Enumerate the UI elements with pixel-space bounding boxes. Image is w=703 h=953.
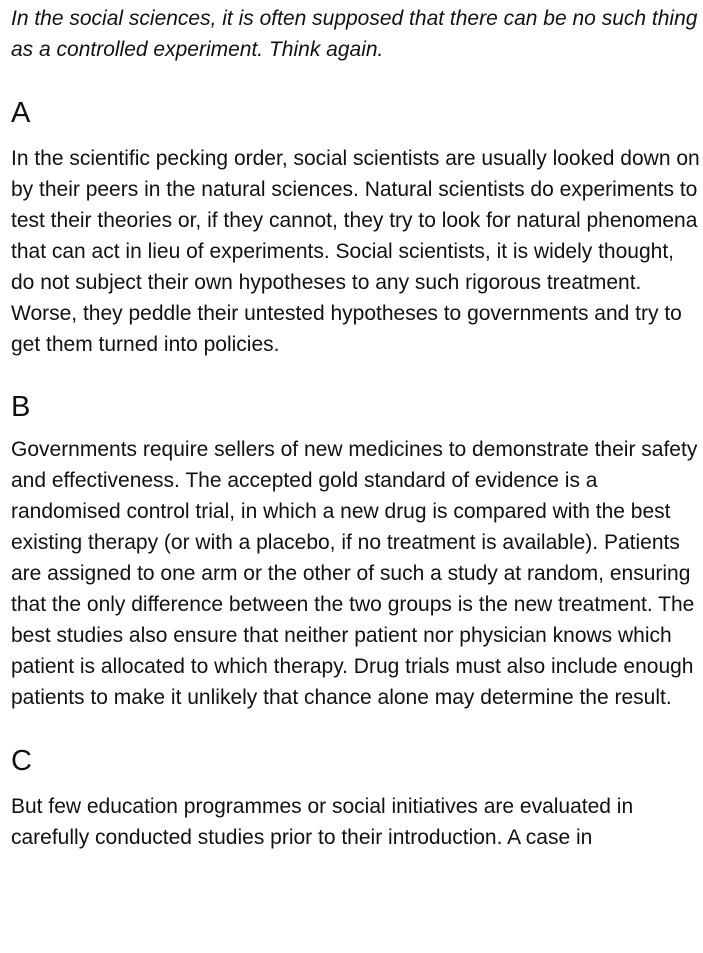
section-paragraph-b: Governments require sellers of new medicines to demonstrate their safety and effectiveness. The accepted gold standard of evidence is a randomised control trial, in which a new drug is compared with the best existing therapy (or with a placebo, if no treatment is available). Patients are assigned to one arm or the other of such a study at random, ensuring that the only difference between the two groups is the new treatment. The best studies also ensure that neither patient nor physician knows which patient is allocated to which therapy. Drug trials must also include enough patients to make it unlikely that chance alone may determine the result.	[11, 438, 698, 709]
section-heading-b: B	[11, 391, 31, 423]
section-heading-a: A	[11, 97, 31, 129]
section-heading-c: C	[11, 745, 32, 777]
article-page	[11, 3, 701, 853]
section-paragraph-c: But few education programmes or social initiatives are evaluated in carefully conducted studies prior to their introduction. A case in	[11, 795, 634, 849]
article-intro: In the social sciences, it is often supposed that there can be no such thing as a controlled experiment. Think again.	[11, 7, 698, 61]
section-paragraph-a: In the scientific pecking order, social scientists are usually looked down on by their peers in the natural sciences. Natural scientists do experiments to test their theories or, if they cannot, they try to look for natural phenomena that can act in lieu of experiments. Social scientists, it is widely thought, do not subject their own hypotheses to any such rigorous treatment. Worse, they peddle their untested hypotheses to governments and try to get them turned into policies.	[11, 147, 700, 356]
